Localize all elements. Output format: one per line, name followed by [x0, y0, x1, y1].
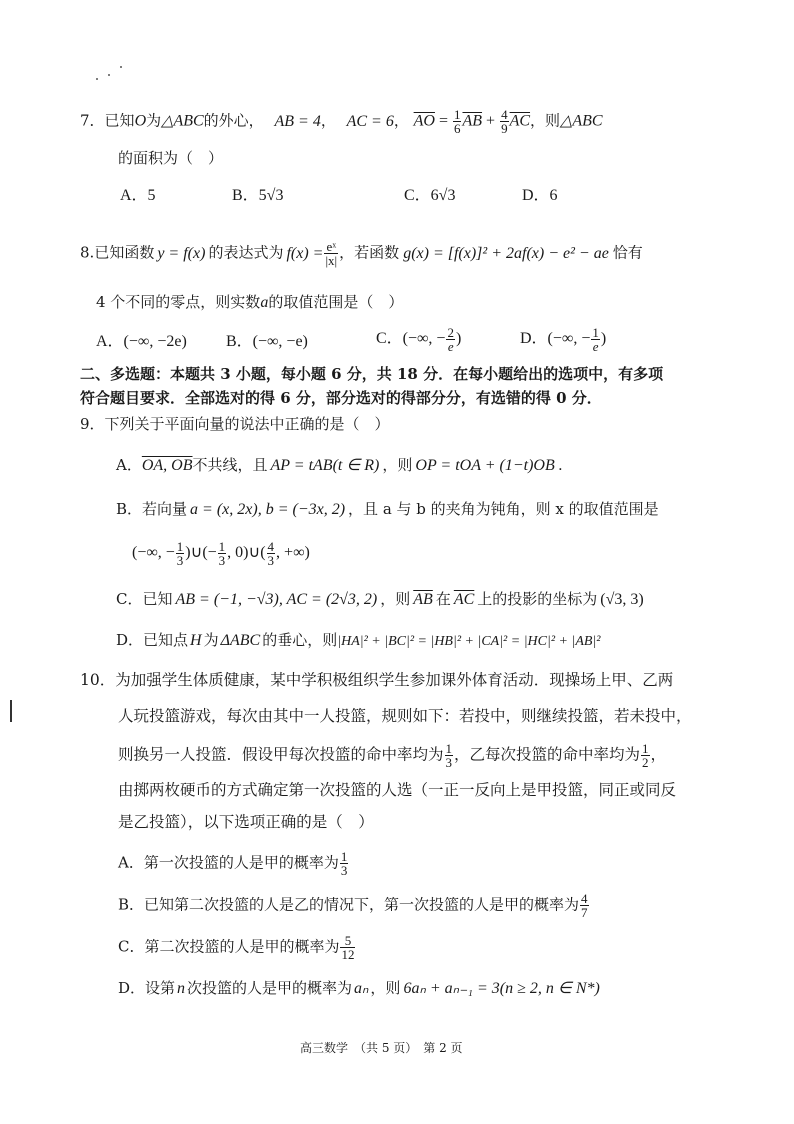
frac-den: 3: [267, 553, 275, 568]
q9-d-identity: |HA|² + |BC|² = |HB|² + |CA|² = |HC|² + |AB|²: [337, 634, 601, 649]
opt-text: ，则: [382, 456, 413, 474]
q8-var-a: a: [260, 294, 269, 311]
q10-option-b: [118, 892, 590, 919]
q9-option-b: [116, 499, 659, 520]
q8-option-a: A．(−∞, −2e): [96, 333, 187, 350]
range-text: , +∞): [276, 544, 310, 562]
q7-triangle: △ABC: [161, 112, 204, 130]
q9-d-tri: ΔABC: [220, 632, 261, 649]
frac-num: 1: [592, 325, 599, 340]
q9-a-op: OP = tOA + (1−t)OB .: [415, 457, 563, 474]
frac-num: 4: [267, 539, 275, 554]
q10-line4: 由掷两枚硬币的方式确定第一次投篮的人选（一正一反向上是甲投篮，同正或同反: [118, 781, 677, 799]
frac-den: 7: [581, 905, 588, 920]
opt-label: B．若向量: [116, 500, 188, 518]
frac-num: 1: [445, 741, 453, 756]
frac-den: |x|: [325, 253, 338, 268]
frac-num: 4: [501, 107, 508, 122]
range-text: (−∞, −: [132, 544, 175, 562]
q7-text: 为: [146, 111, 162, 130]
frac-num: 1: [453, 107, 461, 122]
margin-mark: [10, 700, 12, 722]
q8-fx: f(x) =: [286, 244, 324, 262]
q10-d-an: aₙ: [354, 980, 369, 997]
q10-b-frac: [580, 892, 589, 919]
q10-line3: [118, 742, 666, 769]
q8-option-d: [520, 326, 606, 353]
q9-d-h: H: [190, 632, 202, 649]
opt-text: ): [455, 330, 462, 348]
frac-den: 3: [340, 863, 348, 878]
q9-option-a: [116, 455, 563, 476]
q10-option-a: [118, 850, 349, 877]
frac-den: 3: [176, 553, 184, 568]
frac-den: 6: [453, 121, 461, 136]
section2-line2: 符合题目要求．全部选对的得 6 分，部分选对的得部分分，有选错的得 0 分．: [80, 389, 602, 407]
frac-num: 1: [218, 539, 226, 554]
q7-frac-4-9: [500, 108, 509, 135]
q9-a-vecs: OA, OB: [141, 457, 193, 474]
q7-vec-ao: $\overline{AO}$: [413, 112, 435, 130]
q8-text: 恰有: [612, 243, 643, 262]
frac-den: 2: [642, 755, 649, 770]
opt-text: ): [600, 330, 607, 348]
opt-text: 为: [203, 631, 219, 649]
q7-text: 已知: [104, 111, 135, 130]
q8-text: ，若函数: [339, 243, 400, 262]
q9-stem: 9．下列关于平面向量的说法中正确的是（ ）: [80, 415, 390, 433]
q7-triangle: △ABC: [560, 112, 603, 130]
q10-option-c: [118, 934, 356, 961]
opt-text: C．(−∞, −: [376, 330, 446, 348]
frac-num: 1: [176, 539, 184, 554]
opt-text: 上的投影的坐标为: [477, 590, 598, 608]
q9-a-ap: AP = tAB(t ∈ R): [270, 457, 380, 474]
q10-option-d: [118, 978, 600, 999]
frac-den: 3: [218, 553, 226, 568]
opt-text: ，则: [370, 979, 401, 997]
q7-number: 7．: [80, 111, 105, 130]
q8-stem: [80, 240, 643, 267]
opt-label: A．: [116, 456, 142, 474]
q10-a-frac: [340, 850, 349, 877]
q7-text: ，则: [530, 111, 561, 130]
q7-plus: +: [482, 112, 500, 130]
opt-text: D．设第: [118, 979, 176, 997]
q7-vec-ac: $\overline{AC}$: [509, 112, 531, 130]
q7-option-c: C．6√3: [404, 187, 456, 204]
frac-num: 4: [581, 891, 588, 906]
q9-b-vecs: a = (x, 2x), b = (−3x, 2): [190, 501, 346, 518]
q8-text: 4 个不同的零点，则实数: [96, 293, 261, 311]
q9-c-vecs: AB = (−1, −√3), AC = (2√3, 2): [175, 591, 378, 608]
q9-c-ab: $\overline{AB}$: [413, 591, 433, 608]
q7-ac: AC = 6: [346, 112, 394, 130]
q8-option-b: B．(−∞, −e): [226, 333, 308, 350]
q7-option-d: D．6: [522, 187, 558, 204]
frac-num: 1: [642, 741, 649, 756]
frac-num: eˣ: [324, 240, 338, 254]
range-frac: [176, 540, 185, 567]
q7-vec-ab: $\overline{AB}$: [462, 112, 483, 130]
opt-text: ，且 a 与 b 的夹角为钝角，则 x 的取值范围是: [348, 500, 659, 518]
q8-frac-ex: [324, 240, 338, 267]
opt-text: D．(−∞, −: [520, 330, 591, 348]
scan-speck: [96, 78, 98, 80]
opt-text: A．第一次投篮的人是甲的概率为: [118, 853, 339, 872]
q10-text: 则换另一人投篮．假设甲每次投篮的命中率均为: [118, 745, 444, 764]
q10-c-frac: [340, 934, 355, 961]
q10-frac-1-3: [445, 742, 454, 769]
frac-den: 3: [445, 755, 453, 770]
opt-label: C．已知: [116, 590, 173, 608]
opt-text: ，则: [380, 590, 411, 608]
q8-d-frac: [591, 326, 600, 353]
q8-option-c: [376, 326, 461, 353]
q8-yfx: y = f(x): [157, 244, 206, 262]
q10-text: ，: [650, 745, 667, 764]
range-frac: [267, 540, 276, 567]
opt-text: 在: [435, 590, 451, 608]
q8-c-frac: [446, 326, 455, 353]
q10-d-recurrence: 6aₙ + aₙ₋₁ = 3(n ≥ 2, n ∈ N*): [403, 980, 600, 997]
q7-option-b: B．5√3: [232, 187, 284, 204]
scan-speck: [120, 66, 122, 68]
opt-text: 不共线，且: [192, 456, 268, 474]
q10-line1: 10．为加强学生体质健康，某中学积极组织学生参加课外体育活动．现操场上甲、乙两: [80, 671, 674, 689]
q7-eq: =: [434, 112, 452, 130]
q9-option-c: [116, 589, 644, 610]
range-frac: [218, 540, 227, 567]
q7-ab: AB = 4: [274, 112, 321, 130]
frac-den: e: [592, 339, 599, 354]
q8-text: 已知函数: [94, 243, 155, 262]
frac-num: 2: [447, 325, 454, 340]
q7-frac-1-6: [453, 108, 462, 135]
q7-stem: 7．已知O为△ABC的外心， AB = 4， AC = 6， $\overline{AO}$ = $\frac{1}{6}$ $\overline{AB}$ + $\frac{4}{9}$ $\overline{AC}$，则△ABC: [80, 107, 603, 136]
q10-text: ，乙每次投篮的命中率均为: [454, 745, 641, 764]
frac-den: e: [447, 339, 454, 354]
frac-num: 5: [340, 934, 355, 948]
range-text: , 0)∪(: [227, 544, 266, 562]
opt-text: C．第二次投篮的人是甲的概率为: [118, 937, 340, 956]
q8-text: 的表达式为: [208, 243, 284, 262]
q9-c-ac: $\overline{AC}$: [453, 591, 475, 608]
q7-text: 的外心，: [203, 111, 264, 130]
opt-text: 的垂心，则: [262, 631, 338, 649]
range-text: )∪(−: [185, 544, 217, 562]
q10-d-n: n: [177, 980, 186, 997]
opt-label: D．已知点: [116, 631, 189, 649]
q8-line2: [96, 292, 403, 313]
opt-text: 次投篮的人是甲的概率为: [187, 979, 353, 997]
opt-text: B．已知第二次投篮的人是乙的情况下，第一次投篮的人是甲的概率为: [118, 895, 580, 914]
q7-line2: 的面积为（ ）: [118, 149, 224, 167]
q9-option-d: [116, 630, 601, 652]
section2-line1: 二、多选题：本题共 3 小题，每小题 6 分，共 18 分．在每小题给出的选项中，有多项: [80, 365, 664, 383]
q9-option-b-range: [132, 540, 310, 567]
q9-c-coord: (√3, 3): [600, 591, 644, 608]
q10-line5: 是乙投篮），以下选项正确的是（ ）: [118, 813, 374, 831]
q8-number: 8.: [80, 243, 95, 262]
q7-option-a: A．5: [120, 187, 156, 204]
page-footer: 高三数学 （共 5 页） 第 2 页: [300, 1041, 463, 1055]
scan-speck: [108, 74, 110, 76]
frac-num: 1: [340, 849, 348, 864]
q7-var-o: O: [134, 112, 147, 130]
q10-line2: 人玩投篮游戏，每次由其中一人投篮，规则如下：若投中，则继续投篮，若未投中，: [118, 707, 692, 725]
frac-den: 12: [341, 947, 355, 962]
q8-gx: g(x) = [f(x)]² + 2af(x) − e² − ae: [403, 244, 609, 262]
q8-text: 的取值范围是（ ）: [268, 293, 404, 311]
frac-den: 9: [501, 121, 508, 136]
q10-frac-1-2: [641, 742, 650, 769]
